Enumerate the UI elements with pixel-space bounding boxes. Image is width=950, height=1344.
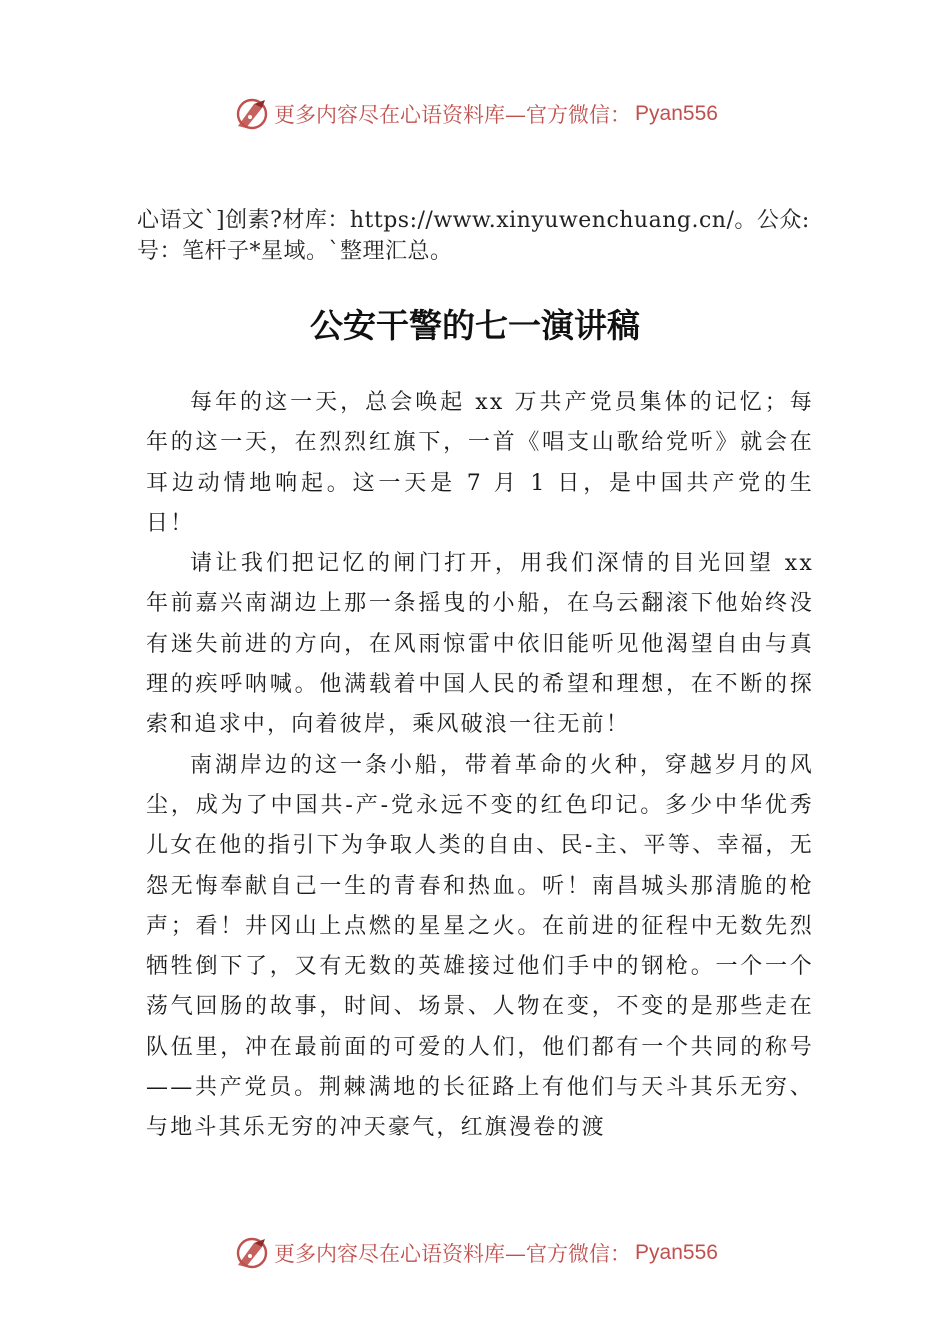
- pen-nib-logo-icon: [232, 94, 272, 134]
- footer-banner-id: Pyan556: [635, 1241, 718, 1264]
- header-banner: [0, 92, 950, 136]
- body-paragraph: 每年的这一天，总会唤起 xx 万共产党员集体的记忆；每年的这一天，在烈烈红旗下，一首《唱支山歌给党听》就会在耳边动情地响起。这一天是 7 月 1 日，是中国共产党的生日！: [146, 390, 814, 536]
- header-banner-text: 更多内容尽在心语资料库—官方微信：: [274, 103, 632, 127]
- source-note: 心语文`]创素?材库：https://www.xinyuwenchuang.cn/。公众:号：笔杆子*星域。`整理汇总。: [137, 208, 810, 264]
- footer-banner: [0, 1231, 950, 1275]
- document-body: [146, 383, 814, 1149]
- footer-banner-text: 更多内容尽在心语资料库—官方微信：: [274, 1242, 632, 1266]
- pen-nib-logo-icon: [232, 1233, 272, 1273]
- body-paragraph: 请让我们把记忆的闸门打开，用我们深情的目光回望 xx 年前嘉兴南湖边上那一条摇曳的小船，在乌云翻滚下他始终没有迷失前进的方向，在风雨惊雷中依旧能听见他渴望自由与真理的疾呼呐喊。他满载着中国人民的希望和理想，在不断的探索和追求中，向着彼岸，乘风破浪一往无前！: [146, 551, 814, 738]
- document-title: 公安干警的七一演讲稿: [310, 306, 640, 345]
- body-paragraph: 南湖岸边的这一条小船，带着革命的火种，穿越岁月的风尘，成为了中国共-产-党永远不变的红色印记。多少中华优秀儿女在他的指引下为争取人类的自由、民-主、平等、幸福，无怨无悔奉献自己一生的青春和热血。听！南昌城头那清脆的枪声；看！井冈山上点燃的星星之火。在前进的征程中无数先烈牺牲倒下了，又有无数的英雄接过他们手中的钢枪。一个一个荡气回肠的故事，时间、场景、人物在变，不变的是那些走在队伍里，冲在最前面的可爱的人们，他们都有一个共同的称号——共产党员。荆棘满地的长征路上有他们与天斗其乐无穷、与地斗其乐无穷的冲天豪气，红旗漫卷的渡: [146, 752, 814, 1141]
- header-banner-id: Pyan556: [635, 102, 718, 125]
